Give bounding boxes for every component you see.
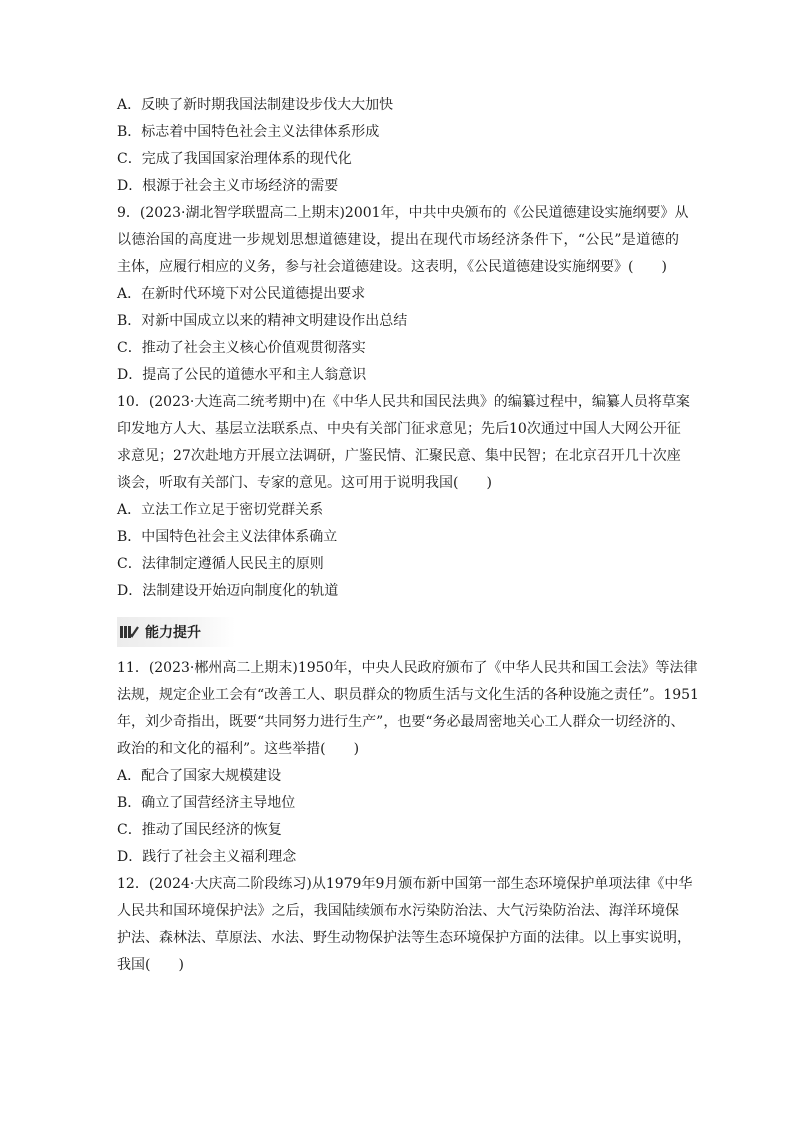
q10-options xyxy=(117,497,679,605)
q10-stem xyxy=(117,389,690,497)
q10-option-d: D．法制建设开始迈向制度化的轨道 xyxy=(117,583,339,599)
q9-stem-line: 主体，应履行相应的义务，参与社会道德建设。这表明，《公民道德建设实施纲要》( ) xyxy=(117,259,667,275)
q9-stem-line: 以德治国的高度进一步规划思想道德建设，提出在现代市场经济条件下，“公民”是道德的 xyxy=(117,232,679,248)
q11-stem xyxy=(117,655,699,763)
q11-stem-line: 政治的和文化的福利”。这些举措( ) xyxy=(117,741,360,757)
q10-stem-line: 10．(2023·大连高二统考期中)在《中华人民共和国民法典》的编纂过程中，编纂人员将草案 xyxy=(117,394,690,410)
checklist-icon xyxy=(119,624,139,640)
q12-stem-line: 12．(2024·大庆高二阶段练习)从1979年9月颁布新中国第一部生态环境保护单项法律《中华 xyxy=(117,876,693,892)
q11-options xyxy=(117,763,679,871)
q11-option-d: D．践行了社会主义福利理念 xyxy=(117,849,297,865)
section-title: 能力提升 xyxy=(145,625,201,641)
q8-options xyxy=(117,92,679,200)
section-banner xyxy=(117,617,235,647)
q12-stem-line: 我国( ) xyxy=(117,957,184,973)
q10-option-a: A．立法工作立足于密切党群关系 xyxy=(117,502,324,518)
q10-option-c: C．法律制定遵循人民民主的原则 xyxy=(117,556,324,572)
q8-option-c: C．完成了我国国家治理体系的现代化 xyxy=(117,151,352,167)
q11-stem-line: 法规，规定企业工会有“改善工人、职员群众的物质生活与文化生活的各种设施之责任”。1951 xyxy=(117,687,699,703)
q12-stem-line: 人民共和国环境保护法》之后，我国陆续颁布水污染防治法、大气污染防治法、海洋环境保 xyxy=(117,903,679,919)
q10-stem-line: 求意见；27次赴地方开展立法调研，广鉴民情、汇聚民意、集中民智；在北京召开几十次座 xyxy=(117,448,681,464)
q12-stem-line: 护法、森林法、草原法、水法、野生动物保护法等生态环境保护方面的法律。以上事实说明， xyxy=(117,930,691,946)
q9-option-d: D．提高了公民的道德水平和主人翁意识 xyxy=(117,367,367,383)
q8-option-a: A．反映了新时期我国法制建设步伐大大加快 xyxy=(117,97,394,113)
q11-option-a: A．配合了国家大规模建设 xyxy=(117,768,282,784)
q9-stem-line: 9．(2023·湖北智学联盟高二上期末)2001年，中共中央颁布的《公民道德建设实施纲要》从 xyxy=(117,205,689,221)
document-page xyxy=(117,92,699,979)
q11-stem-line: 11．(2023·郴州高二上期末)1950年，中央人民政府颁布了《中华人民共和国工会法》等法律 xyxy=(117,660,698,676)
q10-option-b: B．中国特色社会主义法律体系确立 xyxy=(117,529,338,545)
q11-option-b: B．确立了国营经济主导地位 xyxy=(117,795,296,811)
q8-option-b: B．标志着中国特色社会主义法律体系形成 xyxy=(117,124,380,140)
q8-option-d: D．根源于社会主义市场经济的需要 xyxy=(117,178,339,194)
q10-stem-line: 印发地方人大、基层立法联系点、中央有关部门征求意见；先后10次通过中国人大网公开征 xyxy=(117,421,681,437)
q9-option-a: A．在新时代环境下对公民道德提出要求 xyxy=(117,286,366,302)
q9-options xyxy=(117,281,679,389)
q9-option-c: C．推动了社会主义核心价值观贯彻落实 xyxy=(117,340,366,356)
q9-stem xyxy=(117,200,689,281)
q10-stem-line: 谈会，听取有关部门、专家的意见。这可用于说明我国( ) xyxy=(117,475,492,491)
q11-option-c: C．推动了国民经济的恢复 xyxy=(117,822,282,838)
q11-stem-line: 年，刘少奇指出，既要“共同努力进行生产”，也要“务必最周密地关心工人群众一切经济的、 xyxy=(117,714,685,730)
q9-option-b: B．对新中国成立以来的精神文明建设作出总结 xyxy=(117,313,408,329)
q12-stem xyxy=(117,871,693,979)
